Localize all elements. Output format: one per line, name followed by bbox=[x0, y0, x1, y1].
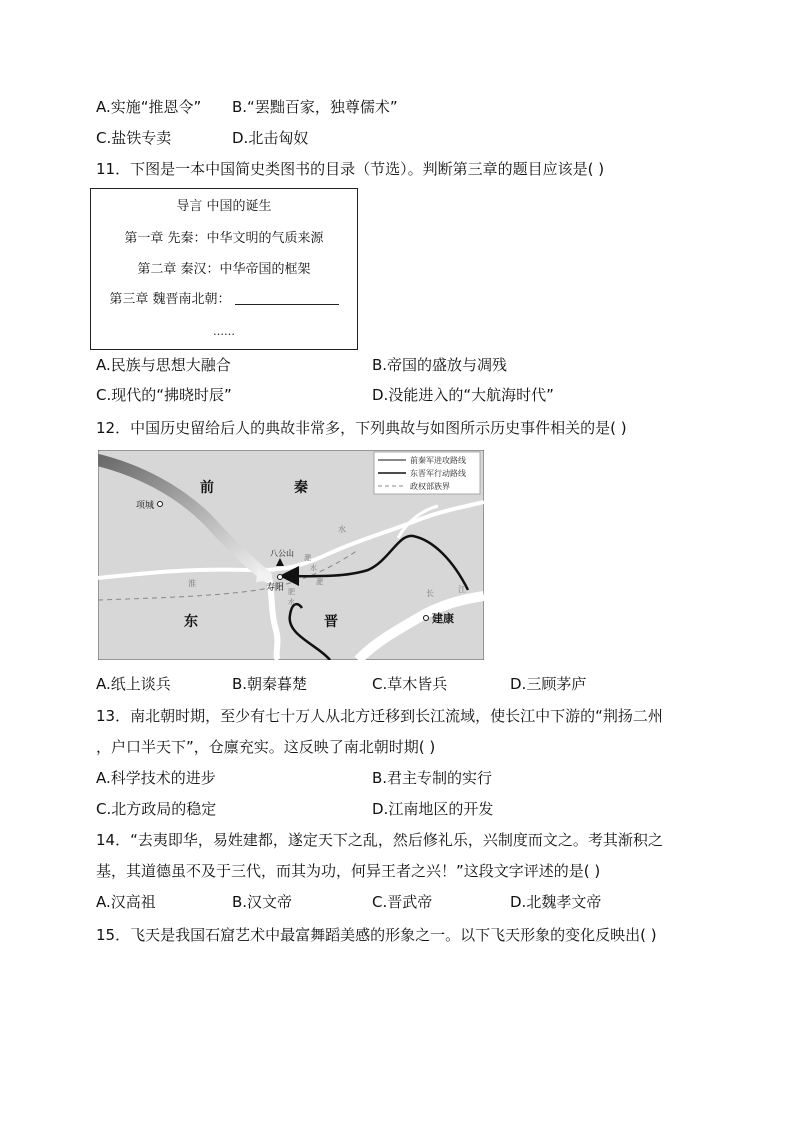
table-of-contents-box bbox=[90, 188, 358, 350]
q12-option-a: A.纸上谈兵 bbox=[96, 675, 171, 693]
q12-option-d: D.三顾茅庐 bbox=[510, 675, 587, 693]
toc-chapter-3-label: 第三章 魏晋南北朝： bbox=[109, 292, 231, 307]
toc-chapter-3-blank bbox=[235, 292, 339, 305]
q14-stem-line-2: 基，其道德虽不及于三代，而其为功，何异王者之兴！”这段文字评述的是( ) bbox=[96, 862, 601, 880]
legend-jin-label: 东晋军行动路线 bbox=[410, 469, 466, 478]
toc-chapter-3 bbox=[91, 291, 357, 309]
q13-stem-line-2: ，户口半天下”，仓廪充实。这反映了南北朝时期( ) bbox=[96, 738, 436, 756]
battle-of-feishui-map bbox=[98, 450, 484, 660]
city-xiangcheng: 项城 bbox=[136, 501, 155, 511]
q13-option-c: C.北方政局的稳定 bbox=[96, 800, 217, 818]
toc-ellipsis: …… bbox=[213, 325, 235, 338]
q11-option-b: B.帝国的盛放与凋残 bbox=[372, 356, 508, 374]
q14-stem-line-1: 14．“去夷即华，易姓建都，遂定天下之乱，然后修礼乐，兴制度而文之。考其渐积之 bbox=[96, 831, 663, 849]
q11-option-d: D.没能进入的“大航海时代” bbox=[372, 386, 554, 404]
mountain-bagongshan: 八公山 bbox=[270, 549, 294, 558]
city-shouyang-marker bbox=[278, 575, 283, 580]
q10-option-b: B.“罢黜百家，独尊儒术” bbox=[232, 98, 398, 116]
river-label-huai: 淮 bbox=[188, 579, 196, 588]
q13-stem-line-1: 13．南北朝时期，至少有七十万人从北方迁移到长江流域，使长江中下游的“荆扬二州 bbox=[96, 707, 663, 725]
q11-option-a: A.民族与思想大融合 bbox=[96, 356, 231, 374]
q15-stem: 15．飞天是我国石窟艺术中最富舞蹈美感的形象之一。以下飞天形象的变化反映出( ) bbox=[96, 926, 657, 944]
q13-option-d: D.江南地区的开发 bbox=[372, 800, 494, 818]
label-qin: 秦 bbox=[294, 480, 308, 496]
river-label-chang: 长 bbox=[426, 589, 434, 598]
city-shouyang: 寿阳 bbox=[266, 583, 285, 593]
q12-stem: 12．中国历史留给后人的典故非常多，下列典故与如图所示历史事件相关的是( ) bbox=[96, 419, 627, 437]
label-qian: 前 bbox=[200, 480, 214, 496]
river-label-fei-3: 肥 bbox=[288, 588, 295, 596]
q14-option-c: C.晋武帝 bbox=[372, 893, 433, 911]
q11-option-c: C.现代的“拂晓时辰” bbox=[96, 386, 232, 404]
city-xiangcheng-marker bbox=[158, 502, 163, 507]
label-dong: 东 bbox=[184, 614, 198, 630]
legend-border-label: 政权部族界 bbox=[410, 482, 450, 491]
q13-option-a: A.科学技术的进步 bbox=[96, 769, 216, 787]
city-jiankang-marker bbox=[424, 616, 429, 621]
city-jiankang: 建康 bbox=[432, 612, 454, 625]
river-label-shui: 水 bbox=[338, 525, 346, 534]
river-label-fei-2: 淝 bbox=[316, 578, 323, 586]
q12-option-c: C.草木皆兵 bbox=[372, 675, 448, 693]
label-jin: 晋 bbox=[324, 614, 338, 630]
river-label-jiang: 江 bbox=[458, 585, 466, 594]
river-label-shui-3: 水 bbox=[288, 598, 295, 606]
toc-intro: 导言 中国的诞生 bbox=[176, 199, 272, 214]
q11-stem: 11．下图是一本中国简史类图书的目录（节选）。判断第三章的题目应该是( ) bbox=[96, 160, 605, 178]
q14-option-b: B.汉文帝 bbox=[232, 893, 293, 911]
q10-option-c: C.盐铁专卖 bbox=[96, 129, 172, 147]
toc-chapter-2: 第二章 秦汉：中华帝国的框架 bbox=[137, 262, 311, 277]
q14-option-a: A.汉高祖 bbox=[96, 893, 156, 911]
river-label-shui-2: 水 bbox=[310, 564, 317, 572]
river-label-fei-1: 淝 bbox=[304, 554, 311, 562]
q12-option-b: B.朝秦暮楚 bbox=[232, 675, 308, 693]
q10-option-d: D.北击匈奴 bbox=[232, 129, 309, 147]
q14-option-d: D.北魏孝文帝 bbox=[510, 893, 602, 911]
toc-chapter-1: 第一章 先秦：中华文明的气质来源 bbox=[124, 231, 324, 246]
q13-option-b: B.君主专制的实行 bbox=[372, 769, 493, 787]
q10-option-a: A.实施“推恩令” bbox=[96, 98, 202, 116]
legend-qin-label: 前秦军进攻路线 bbox=[410, 456, 466, 465]
